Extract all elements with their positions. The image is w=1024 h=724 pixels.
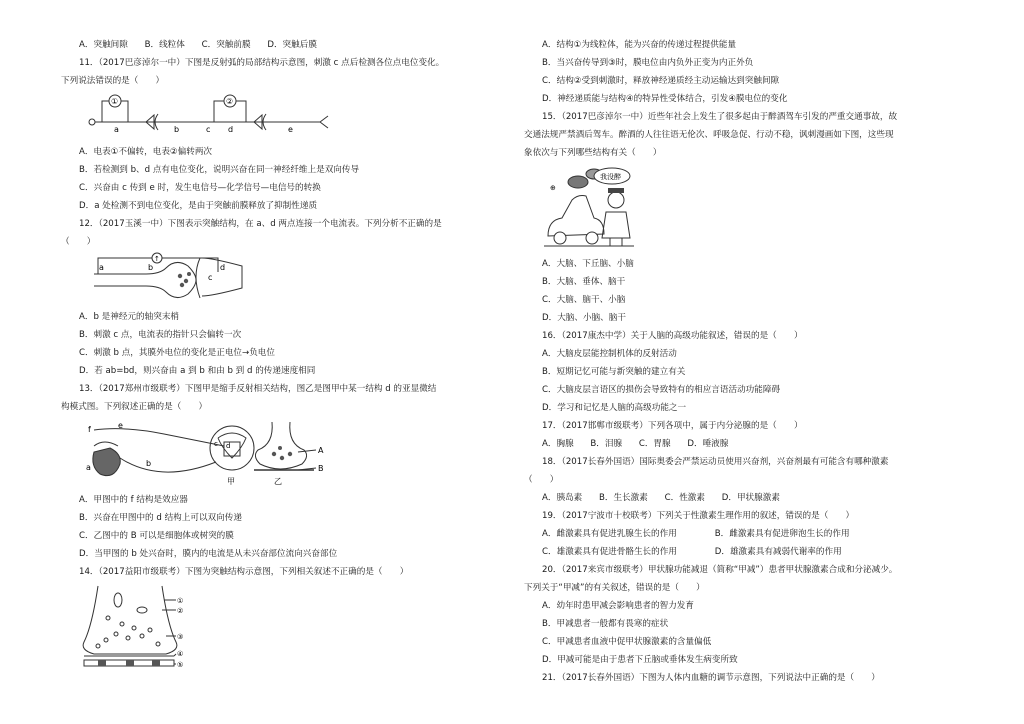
q12-option-a: A．b 是神经元的轴突末梢 [79, 312, 180, 322]
q14-option-c: C．结构②受到刺激时，释放神经递质经主动运输达到突触间隙 [542, 76, 780, 86]
q11-figure-reflex-arc [88, 92, 338, 134]
q14-stem: 14．（2017益阳市级联考）下图为突触结构示意图，下列相关叙述不正确的是（ ） [79, 567, 409, 577]
q17-option-d: D．唾液腺 [687, 439, 729, 449]
q14-label-5: ⑤ [177, 661, 184, 668]
q15-option-a: A．大脑、下丘脑、小脑 [542, 259, 634, 269]
q12-option-b: B．刺激 c 点，电流表的指针只会偏转一次 [79, 330, 242, 340]
q20-option-a: A．幼年时患甲减会影响患者的智力发育 [542, 601, 694, 611]
q11-label-a: a [114, 125, 119, 134]
q10-option-a: A．突触间隙 [79, 40, 128, 50]
q13-option-a: A．甲图中的 f 结构是效应器 [79, 495, 188, 505]
q12-option-c: C．刺激 b 点，其膜外电位的变化是正电位→负电位 [79, 348, 275, 358]
q13-stem-line1: 13．（2017郑州市级联考）下图甲是缩手反射相关结构，图乙是图甲中某一结构 d 的亚显微结 [79, 384, 437, 394]
q18-options [542, 492, 794, 504]
q14-option-a: A．结构①为线粒体，能为兴奋的传递过程提供能量 [542, 40, 737, 50]
q18-stem-line1: 18．（2017长春外国语）国际奥委会严禁运动员使用兴奋剂，兴奋剂最有可能含有哪种激素 [542, 457, 889, 467]
q10-option-b: B．线粒体 [144, 40, 185, 50]
q16-stem: 16．（2017康杰中学）关于人脑的高级功能叙述，错误的是（ ） [542, 331, 803, 341]
q11-label-d: d [228, 125, 234, 134]
q12-label-d: d [220, 263, 226, 272]
q17-option-c: C．胃腺 [638, 439, 671, 449]
q13-option-b: B．兴奋在甲图中的 d 结构上可以双向传递 [79, 513, 242, 523]
q15-option-d: D．大脑、小脑、脑干 [542, 313, 626, 323]
q11-stem-line1: 11．（2017巴彦淖尔一中）下图是反射弧的局部结构示意图，刺激 c 点后检测各位点电位变化。 [79, 58, 445, 68]
q15-option-c: C．大脑、脑干、小脑 [542, 295, 626, 305]
q10-option-c: C．突触前膜 [201, 40, 251, 50]
q14-figure-synapse [78, 584, 198, 668]
q15-stem-line1: 15．（2017巴彦淖尔一中）近些年社会上发生了很多起由于醉酒驾车引发的严重交通事故，故 [542, 112, 898, 122]
q13-label-f: f [88, 425, 91, 434]
q18-option-a: A．胰岛素 [542, 493, 583, 503]
q19-options-row2 [542, 546, 842, 558]
q15-stem-line3: 象依次与下列哪些结构有关（ ） [524, 148, 662, 158]
q19-option-b: B．雌激素具有促进卵泡生长的作用 [714, 529, 850, 539]
q16-option-b: B．短期记忆可能与新突触的建立有关 [542, 367, 686, 377]
q13-figure-reflex-and-synapse [84, 418, 334, 488]
q20-option-d: D．甲减可能是由于患者下丘脑或垂体发生病变所致 [542, 655, 738, 665]
q18-option-d: D．甲状腺激素 [721, 493, 780, 503]
q12-stem-line2: （ ） [61, 237, 96, 247]
q11-option-d: D．a 处检测不到电位变化，是由于突触前膜释放了抑制性递质 [79, 201, 318, 211]
q14-label-4: ④ [177, 650, 184, 658]
q13-label-c: c [214, 440, 218, 448]
q19-options-row1 [542, 528, 850, 540]
q14-label-2: ② [177, 607, 184, 615]
q11-option-c: C．兴奋由 c 传到 e 时，发生电信号—化学信号—电信号的转换 [79, 183, 321, 193]
q15-option-b: B．大脑、垂体、脑干 [542, 277, 626, 287]
q10-option-d: D．突触后膜 [267, 40, 317, 50]
q12-stem-line1: 12．（2017玉溪一中）下图表示突触结构，在 a、d 两点连接一个电流表。下列分析不正确的是 [79, 219, 442, 229]
q11-label-meter2: ② [226, 97, 234, 106]
q14-label-1: ① [177, 597, 184, 605]
q11-option-b: B．若检测到 b、d 点有电位变化，说明兴奋在同一神经纤维上是双向传导 [79, 165, 360, 175]
q18-option-b: B．生长激素 [599, 493, 648, 503]
q18-stem-line2: （ ） [524, 475, 559, 485]
q19-option-c: C．雄激素具有促进骨骼生长的作用 [542, 547, 677, 557]
q13-label-A: A [318, 446, 324, 455]
q17-option-b: B．泪腺 [590, 439, 623, 449]
q13-label-yi: 乙 [274, 477, 282, 486]
q11-label-meter1: ① [111, 97, 119, 106]
q12-label-a: a [99, 263, 104, 272]
q12-figure-synapse [90, 252, 260, 304]
q19-option-a: A．雌激素具有促进乳腺生长的作用 [542, 529, 677, 539]
q11-stem-line2: 下列说法错误的是（ ） [61, 76, 165, 86]
q13-label-b: b [146, 459, 152, 468]
q20-stem-line1: 20．（2017来宾市级联考）甲状腺功能减退（简称“甲减”）患者甲状腺激素合成和分泌减少。 [542, 565, 898, 575]
q19-option-d: D．雄激素具有减弱代谢率的作用 [714, 547, 842, 557]
q10-options [79, 39, 331, 51]
q13-label-jia: 甲 [227, 477, 235, 486]
q13-label-d: d [226, 442, 231, 450]
q14-label-3: ③ [177, 633, 184, 641]
q17-option-a: A．胸腺 [542, 439, 574, 449]
q13-label-B: B [318, 464, 324, 473]
svg-text:⊕: ⊕ [550, 184, 556, 192]
q11-label-b: b [174, 125, 180, 134]
q17-options [542, 438, 742, 450]
q15-figure-drunk-driving-cartoon [544, 166, 638, 250]
q18-option-c: C．性激素 [664, 493, 705, 503]
q14-option-b: B．当兴奋传导到③时，膜电位由内负外正变为内正外负 [542, 58, 754, 68]
q19-stem: 19．（2017宁波市十校联考）下列关于性激素生理作用的叙述，错误的是（ ） [542, 511, 855, 521]
svg-text:↑: ↑ [154, 255, 160, 263]
q17-stem: 17．（2017邯郸市级联考）下列各项中，属于内分泌腺的是（ ） [542, 421, 803, 431]
q12-option-d: D．若 ab=bd，则兴奋由 a 到 b 和由 b 到 d 的传递速度相同 [79, 366, 316, 376]
q20-stem-line2: 下列关于“甲减”的有关叙述，错误的是（ ） [524, 583, 705, 593]
q13-label-e: e [118, 421, 123, 430]
q11-option-a: A．电表①不偏转，电表②偏转两次 [79, 147, 213, 157]
q15-speech-bubble-text: 我没醉 [600, 173, 621, 181]
q21-stem: 21．（2017长春外国语）下图为人体内血糖的调节示意图，下列说法中正确的是（ ） [542, 673, 880, 683]
q20-option-c: C．甲减患者血液中促甲状腺激素的含量偏低 [542, 637, 712, 647]
q12-label-b: b [148, 263, 154, 272]
q11-label-e: e [288, 125, 293, 134]
q15-stem-line2: 交通法规严禁酒后驾车。醉酒的人往往语无伦次、呼吸急促、行动不稳，讽刺漫画如下图，这些现 [524, 130, 894, 140]
q13-stem-line2: 构模式图。下列叙述正确的是（ ） [61, 402, 208, 412]
q20-option-b: B．甲减患者一般都有畏寒的症状 [542, 619, 669, 629]
q16-option-a: A．大脑皮层能控制机体的反射活动 [542, 349, 677, 359]
q16-option-d: D．学习和记忆是人脑的高级功能之一 [542, 403, 687, 413]
q16-option-c: C．大脑皮层言语区的损伤会导致特有的相应言语活动功能障碍 [542, 385, 781, 395]
q12-label-c: c [208, 273, 213, 282]
q11-label-c: c [206, 125, 211, 134]
q13-option-d: D．当甲图的 b 处兴奋时，膜内的电流是从未兴奋部位流向兴奋部位 [79, 549, 338, 559]
q13-label-a: a [86, 463, 91, 472]
q13-option-c: C．乙图中的 B 可以是细胞体或树突的膜 [79, 531, 234, 541]
q14-option-d: D．神经递质能与结构④的特异性受体结合，引发④膜电位的变化 [542, 94, 788, 104]
